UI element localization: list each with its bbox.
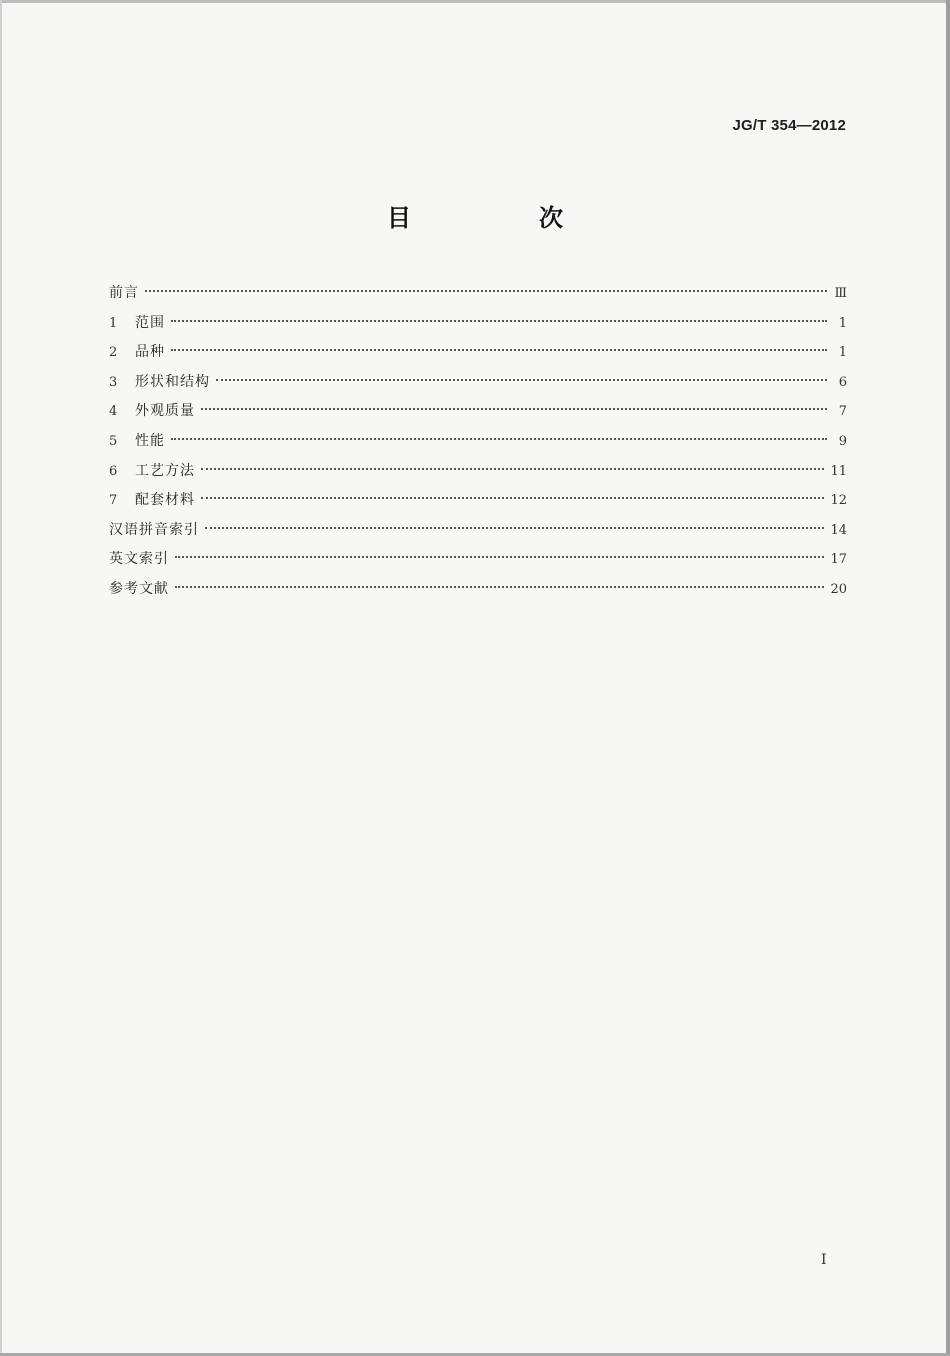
toc-entry-scope[interactable] [109, 309, 847, 339]
toc-leader-dots [145, 290, 827, 292]
toc-entry-number: 3 [109, 374, 118, 390]
toc-leader-dots [205, 527, 824, 529]
toc-entry-foreword[interactable] [109, 279, 847, 309]
toc-entry-performance[interactable] [109, 427, 847, 457]
toc-leader-dots [175, 586, 824, 588]
toc-leader-dots [201, 497, 824, 499]
toc-entry-label: 汉语拼音索引 [109, 521, 199, 538]
toc-entry-page: 9 [838, 433, 847, 449]
toc-entry-page: 11 [830, 463, 847, 479]
toc-leader-dots [175, 556, 824, 558]
toc-leader-dots [216, 379, 827, 381]
toc-entry-page: 7 [838, 404, 847, 420]
toc-entry-label: 范围 [135, 314, 165, 331]
toc-entry-label: 英文索引 [109, 551, 169, 568]
toc-entry-number: 5 [109, 433, 118, 449]
toc-entry-number: 7 [109, 493, 118, 509]
page-number: Ⅰ [821, 1252, 827, 1268]
toc-entry-english-index[interactable] [109, 545, 847, 575]
toc-leader-dots [171, 349, 827, 351]
toc-entry-page: 1 [838, 345, 847, 361]
toc-entry-label: 前言 [109, 285, 139, 301]
toc-entry-references[interactable] [109, 575, 847, 605]
toc-entry-process-method[interactable] [109, 457, 847, 487]
toc-entry-appearance-quality[interactable] [109, 397, 847, 427]
page-title: 目 次 [387, 204, 615, 232]
toc-entry-number: 1 [109, 315, 118, 331]
toc-entry-label: 性能 [135, 432, 165, 449]
toc-entry-page: 17 [830, 552, 847, 568]
standard-code: JG/T 354—2012 [732, 117, 846, 134]
page-edge-top [0, 0, 950, 3]
toc-entry-page: 14 [830, 522, 847, 538]
toc-entry-pinyin-index[interactable] [109, 516, 847, 546]
toc-entry-varieties[interactable] [109, 338, 847, 368]
toc-entry-page: 1 [838, 315, 847, 331]
toc-entry-number: 6 [109, 463, 118, 479]
toc-entry-page: 6 [838, 374, 847, 390]
toc-entry-label: 参考文献 [109, 580, 169, 597]
toc-leader-dots [171, 438, 827, 440]
toc-entry-number: 2 [109, 345, 118, 361]
toc-entry-number: 4 [109, 404, 118, 420]
toc-leader-dots [171, 320, 827, 322]
toc-entry-label: 品种 [135, 344, 165, 361]
toc-leader-dots [201, 468, 824, 470]
toc-entry-label: 形状和结构 [135, 373, 210, 390]
toc-entry-label: 工艺方法 [135, 462, 195, 479]
table-of-contents [109, 279, 847, 605]
toc-entry-shape-structure[interactable] [109, 368, 847, 398]
toc-entry-label: 配套材料 [135, 492, 195, 509]
toc-entry-page: 20 [830, 581, 847, 597]
toc-entry-supporting-materials[interactable] [109, 486, 847, 516]
toc-entry-page: 12 [830, 493, 847, 509]
toc-leader-dots [201, 408, 827, 410]
toc-entry-label: 外观质量 [135, 403, 195, 420]
toc-entry-page: Ⅲ [834, 286, 847, 301]
